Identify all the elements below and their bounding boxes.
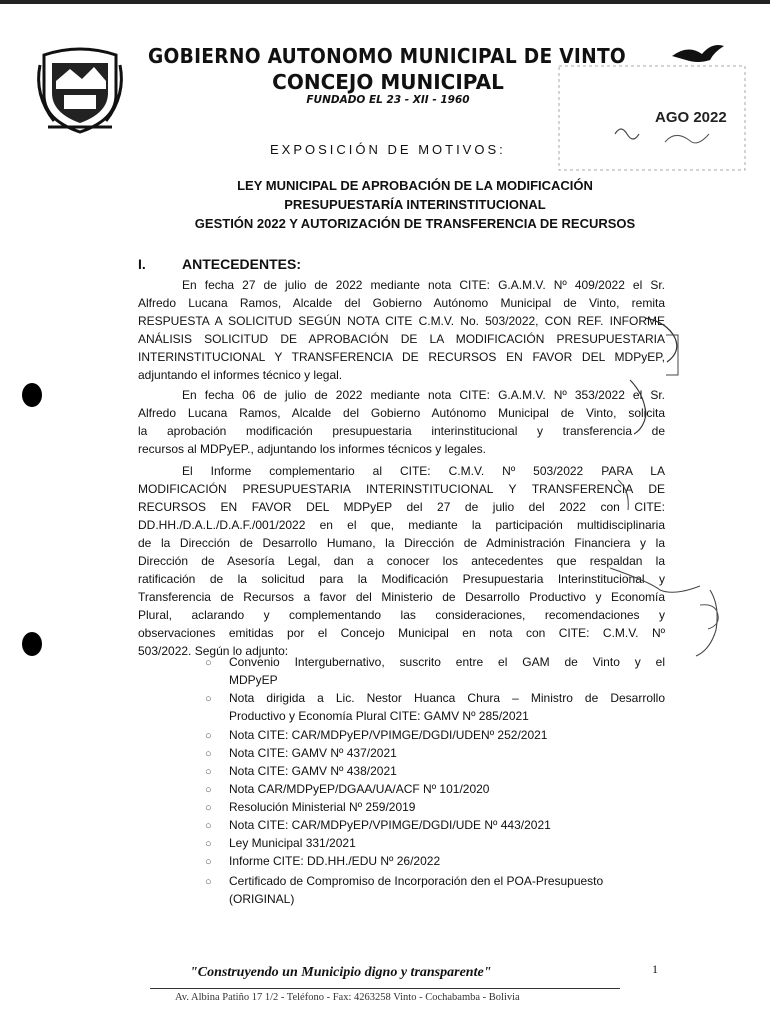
list-item-continuation: Productivo y Economía Plural CITE: GAMV Nº 285/2021 (229, 709, 529, 723)
bullet-icon: ○ (205, 856, 212, 868)
paragraph-line: DD.HH./D.A.L./D.A.F./001/2022 en el que, mediante la participación multidisciplinaria (138, 518, 665, 532)
paragraph-line: ANÁLISIS SOLICITUD DE APROBACIÓN DE LA MODIFICACIÓN PRESUPUESTARIA (138, 332, 665, 346)
paragraph-line: INTERINSTITUCIONAL Y TRANSFERENCIA DE RECURSOS EN FAVOR DEL MDPyEP, (138, 350, 665, 364)
page-number: 1 (652, 962, 658, 976)
bullet-icon: ○ (205, 802, 212, 814)
list-item: Convenio Intergubernativo, suscrito entre el GAM de Vinto y el (229, 655, 665, 669)
list-item: Resolución Ministerial Nº 259/2019 (229, 800, 416, 814)
institution-title: GOBIERNO AUTONOMO MUNICIPAL DE VINTO (148, 44, 627, 68)
paragraph-line: Alfredo Lucana Ramos, Alcalde del Gobierno Autónomo Municipal de Vinto, solicita (138, 406, 665, 420)
scan-top-edge (0, 0, 770, 4)
section-number: I. (138, 256, 146, 272)
founding-date: FUNDADO EL 23 - XII - 1960 (306, 94, 470, 106)
bullet-icon: ○ (205, 784, 212, 796)
paragraph-line: RESPUESTA A SOLICITUD SEGÚN NOTA CITE C.M.V. No. 503/2022, CON REF. INFORME (138, 314, 665, 328)
svg-text:AGO 2022: AGO 2022 (655, 109, 727, 126)
paragraph-line: MODIFICACIÓN PRESUPUESTARIA INTERINSTITUCIONAL Y TRANSFERENCIA DE (138, 482, 665, 496)
punch-hole (22, 632, 42, 656)
footer-address: Av. Albina Patiño 17 1/2 - Teléfono - Fax: 4263258 Vinto - Cochabamba - Bolivia (175, 992, 520, 1003)
bullet-icon: ○ (205, 876, 212, 888)
bullet-icon: ○ (205, 820, 212, 832)
footer-motto: "Construyendo un Municipio digno y transparente" (190, 965, 492, 980)
list-item: Informe CITE: DD.HH./EDU Nº 26/2022 (229, 854, 441, 868)
list-item: Nota CITE: CAR/MDPyEP/VPIMGE/DGDI/UDENº 252/2021 (229, 728, 548, 742)
paragraph-line: En fecha 27 de julio de 2022 mediante nota CITE: G.A.M.V. Nº 409/2022 el Sr. (182, 278, 665, 292)
list-item: Certificado de Compromiso de Incorporación den el POA-Presupuesto (229, 874, 604, 888)
paragraph-line: la aprobación modificación presupuestaria interinstitucional y transferencia de (138, 424, 665, 438)
paragraph-line: recursos al MDPyEP., adjuntando los informes técnicos y legales. (138, 442, 486, 456)
list-item-continuation: MDPyEP (229, 673, 278, 687)
paragraph-line: de la Dirección de Desarrollo Humano, la Dirección de Administración Financiera y la (138, 536, 665, 550)
bullet-icon: ○ (205, 657, 212, 669)
punch-hole (22, 383, 42, 407)
list-item: Nota CITE: GAMV Nº 438/2021 (229, 764, 397, 778)
law-title-line: LEY MUNICIPAL DE APROBACIÓN DE LA MODIFICACIÓN (237, 178, 593, 193)
law-title-line: GESTIÓN 2022 Y AUTORIZACIÓN DE TRANSFERENCIA DE RECURSOS (194, 216, 636, 231)
bullet-icon: ○ (205, 838, 212, 850)
paragraph-line: Alfredo Lucana Ramos, Alcalde del Gobierno Autónomo Municipal de Vinto, remita (138, 296, 665, 310)
section-heading: EXPOSICIÓN DE MOTIVOS: (270, 142, 506, 157)
paragraph-line: Transferencia de Recursos a favor del Ministerio de Desarrollo Productivo y Economía (138, 590, 665, 604)
municipal-coat-of-arms-logo (30, 35, 130, 135)
bullet-icon: ○ (205, 748, 212, 760)
footer-divider (150, 988, 620, 989)
reception-stamp (555, 62, 750, 177)
list-item: Nota CAR/MDPyEP/DGAA/UA/ACF Nº 101/2020 (229, 782, 490, 796)
paragraph-line: Dirección de Asesoría Legal, dan a conocer los antecedentes que respaldan la (138, 554, 665, 568)
bullet-icon: ○ (205, 766, 212, 778)
paragraph-line: Plural, aclarando y complementando las consideraciones, recomendaciones y (138, 608, 665, 622)
list-item: Ley Municipal 331/2021 (229, 836, 356, 850)
paragraph-line: observaciones emitidas por el Concejo Municipal en nota con CITE: C.M.V. Nº (138, 626, 665, 640)
bullet-icon: ○ (205, 693, 212, 705)
list-item: Nota CITE: CAR/MDPyEP/VPIMGE/DGDI/UDE Nº 443/2021 (229, 818, 551, 832)
paragraph-line: El Informe complementario al CITE: C.M.V. Nº 503/2022 PARA LA (182, 464, 665, 478)
paragraph-line: 503/2022. Según lo adjunto: (138, 644, 289, 658)
law-title-line: PRESUPUESTARÍA INTERINSTITUCIONAL (284, 197, 546, 212)
list-item-continuation: (ORIGINAL) (229, 892, 295, 906)
paragraph-line: adjuntando el informes técnico y legal. (138, 368, 343, 382)
paragraph-line: RECURSOS EN FAVOR DEL MDPyEP del 27 de julio del 2022 con CITE: (138, 500, 665, 514)
section-title: ANTECEDENTES: (182, 256, 302, 272)
handwritten-margin-marks (600, 300, 760, 680)
council-title: CONCEJO MUNICIPAL (272, 70, 504, 94)
paragraph-line: En fecha 06 de julio de 2022 mediante nota CITE: G.A.M.V. Nº 353/2022 el Sr. (182, 388, 665, 402)
bullet-icon: ○ (205, 730, 212, 742)
list-item: Nota dirigida a Lic. Nestor Huanca Chura – Ministro de Desarrollo (229, 691, 665, 705)
list-item: Nota CITE: GAMV Nº 437/2021 (229, 746, 397, 760)
paragraph-line: ratificación de la solicitud para la Modificación Presupuestaria Interinstitucional y (138, 572, 665, 586)
